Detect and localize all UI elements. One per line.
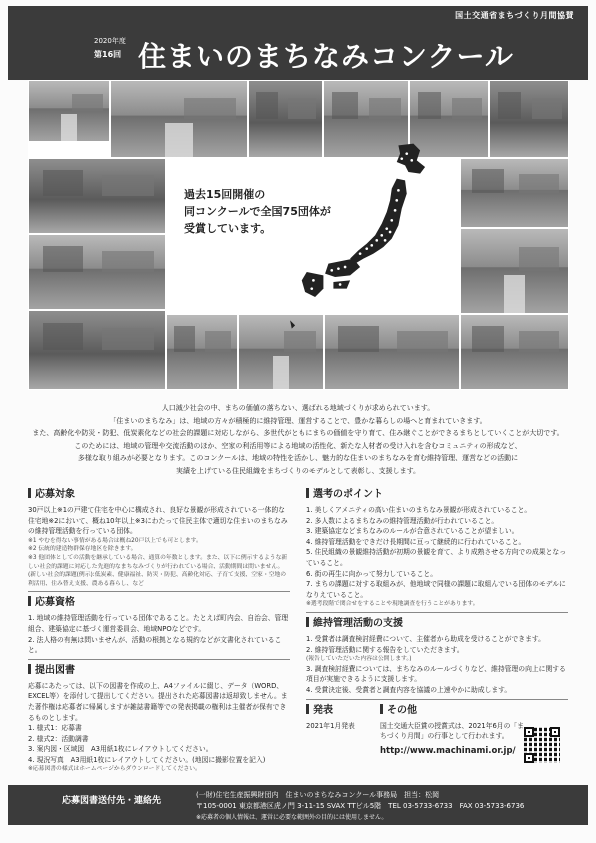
target-body: 30戸以上※1の戸建て住宅を中心に構成され、良好な景観が形成されている一体的な住宅地※2において、概ね10年以上※3にわたって住民主体で適切な住まいのまちなみの維持管理活動を行っている団体。 [28,506,288,536]
photo-street-9 [28,310,166,390]
footer-label: 応募図書送付先・連絡先 [62,796,162,806]
photo-street-12 [460,314,569,390]
divider [28,591,290,592]
page-title: 住まいのまちなみコンクール [138,40,514,73]
japan-map [266,142,460,332]
qr-code[interactable] [524,727,560,763]
photo-street-11 [460,228,569,314]
documents-item: 1. 様式1：応募書 [28,724,82,733]
documents-heading: 提出図書 [28,664,290,677]
footer-address: 〒105-0001 東京都港区虎ノ門 3-11-15 SVAX TTビル5階 TEL 03-5733-6733 FAX 03-5733-6736 [196,802,525,810]
footer-org [196,790,524,812]
photo-street-2 [110,80,248,158]
target-heading: 応募対象 [28,488,290,501]
eligibility-item: 1. 地域の維持管理活動を行っている団体であること。たとえば町内会、自治会、管理組合、建築協定に基づく運営委員会、地域NPOなどです。 [28,614,289,633]
intro-line: 多様な取り組みが必要となります。このコンクールは、地域の特性を活かし、魅力的な住まいのまちなみを育む維持管理、運営などの活動に [77,454,519,463]
documents-item: 4. 現況写真 A3用紙1枚にレイアウトしてください。(地図に撮影位置を記入) [28,755,266,764]
photo-street-10 [460,158,569,228]
divider [28,659,290,660]
support-item: 2. 維持管理活動に関する報告をしていただきます。 [306,645,464,654]
photo-street-6 [489,80,569,158]
points-item: 2. 多人数によるまちなみの維持管理活動が行われていること。 [306,516,499,525]
intro-line: また、高齢化や防災・防犯、低炭素化などの社会的課題に対応しながら、多世代がともにまちの価値を守り育て、住み継ぐことができるまちとしていくことが大切です。 [32,429,564,438]
eligibility-heading: 応募資格 [28,596,290,609]
footer-band [8,785,588,825]
points-note: ※選考段階で関合せをすることや現地調査を行うことがあります。 [306,601,479,608]
photo-street-13 [166,314,238,390]
intro-line: 人口減少社会の中、まちの価値の落ちない、選ばれる地域づくりが求められています。 [161,404,435,412]
photo-street-1 [28,80,110,142]
support-item: 3. 調査検討経費については、まちなみのルールづくりなど、維持管理の向上に関する項目が実施できるように支援します。 [306,664,566,684]
sponsor-text: 国土交通省まちづくり月間協賛 [455,11,574,20]
map-panel [166,158,460,314]
points-heading: 選考のポイント [306,488,568,501]
target-note: ※1 やむを得ない事情がある場合は概ね20戸以上でも可とします。 [28,537,202,544]
points-item: 3. 建築協定などまちなみのルールが合意されていることが望ましい。 [306,527,519,536]
website-link[interactable]: http://www.machinami.or.jp/ [380,745,516,756]
caption-line: 受賞しています。 [184,222,272,235]
photo-mosaic [28,80,569,390]
announce-body: 2021年1月発表 [306,721,355,730]
eligibility-item: 2. 法人格の有無は問いませんが、活動の根拠となる規約などが文書化されていること。 [28,635,282,655]
other-heading: その他 [380,704,528,717]
caption-line: 過去15回開催の [184,188,266,201]
points-item: 5. 住民組織の景観維持活動が初期の景観を育て、より成熟させる方向での成果となっていること。 [306,548,566,567]
documents-note: ※応募図書の様式はホームページからダウンロードしてください。 [28,766,201,773]
photo-street-7 [28,158,166,234]
points-item: 7. まちの課題に対する取組みが、他地域で同様の課題に取組んでいる団体のモデルになりえていること。 [306,580,566,599]
right-column [306,488,568,756]
intro-line: このためには、地域の管理や交流活動のほか、空家の利活用等による地域の活性化、新たな人材者の受け入れを含むコミュニティの形成など、 [74,441,522,450]
caption-line: 同コンクールで全国75団体が [184,205,331,218]
announce-block [306,704,372,757]
photo-street-8 [28,234,166,310]
left-column [28,488,290,774]
announce-heading: 発表 [306,704,372,717]
target-note: ※2 伝統的建造物群保存地区を除きます。 [28,546,137,553]
documents-body: 応募にあたっては、以下の図書を作成の上、A4ファイルに綴じ、データ（WORD、EXCEL等）を添付して提出してください。提出された応募図書は返却致しません。また著作権は応募者に帰属しますが雑誌書籍等での発表掲載の権利は主催者が保有できるものとします。 [28,681,288,722]
qr-finder [550,727,560,737]
footer-note: ※応募者の個人情報は、運営に必要な範囲外の目的には使用しません。 [196,814,388,821]
support-item: 1. 受賞者は調査検討経費について、主催者から助成を受けることができます。 [306,634,545,643]
divider [306,699,568,700]
other-block [380,704,528,757]
support-item-note: (報告していただいた内容は公開します。) [306,656,412,663]
divider [306,612,568,613]
points-item: 6. 街の再生に向かって努力していること。 [306,569,437,578]
support-heading: 維持管理活動の支援 [306,617,568,630]
intro-paragraph [30,402,566,478]
header-band [8,6,588,80]
points-item: 1. 美しくアメニティの高い住まいのまちなみ景観が形成されていること。 [306,506,532,514]
points-item: 4. 維持管理活動をできだけ長期間に亘って継続的に行われていること。 [306,537,526,546]
support-item: 4. 受賞決定後、受賞者と調査内容を協議の上速やかに助成します。 [306,685,512,694]
round-label: 第16回 [94,50,122,59]
footer-org-line: (一財)住宅生産振興財団内 住まいのまちなみコンクール事務局 担当：松岡 [196,791,440,799]
year-label: 2020年度 [94,37,126,45]
qr-finder [524,727,534,737]
documents-item: 2. 様式2：活動調書 [28,734,89,743]
documents-item: 3. 案内図・区域図 A3用紙1枚にレイアウトしてください。 [28,745,213,754]
other-body: 国土交通大臣賞の授賞式は、2021年6月の「まちづくり月間」の行事として行われます。 [380,721,524,741]
qr-finder [524,753,534,763]
intro-line: 「住まいのまちなみ」は、地域の方々が積極的に維持管理、運営することで、豊かな暮らしの場へと育まれていきます。 [109,416,487,425]
intro-line: 実績を上げている住民組織をまちづくりのモデルとして表彰し、支援します。 [175,466,421,475]
target-note: ※3 他団体としての活動を継承している場合、通算の年数とします。また、以下に例示するような新しい社会的課題に対応した先進的なまちなみづくりが行われている場合、活動期間は問いません。(新しい社会的課題(例示):低炭素、健康福祉、防災・防犯、高齢化対応、子育て支援、空家・空地の利活用、住み替え支援、農ある暮らし、など [28,554,288,587]
